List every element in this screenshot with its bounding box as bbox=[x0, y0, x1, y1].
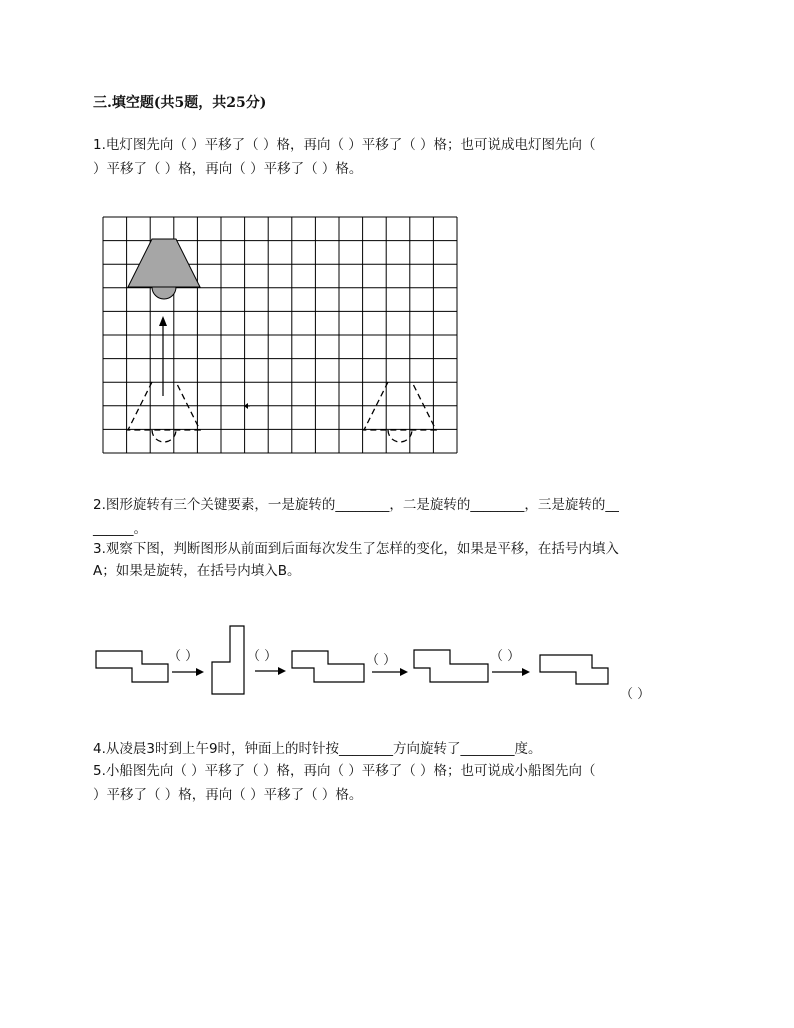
dashed-lamp-left bbox=[128, 382, 200, 442]
shape-3 bbox=[292, 651, 364, 682]
lamp-grid-figure bbox=[102, 216, 462, 458]
question-3-line-1: 3.观察下图，判断图形从前面到后面每次发生了怎样的变化，如果是平移，在括号内填入 bbox=[93, 541, 619, 557]
shape-4 bbox=[414, 650, 488, 682]
lamp-shade bbox=[128, 239, 200, 287]
shape-5 bbox=[540, 655, 608, 684]
blank-3[interactable]: （ ） bbox=[366, 653, 397, 668]
question-3-line-2: A；如果是旋转，在括号内填入B。 bbox=[93, 563, 301, 579]
arrow-2-head bbox=[278, 667, 286, 675]
question-1-line-2: ）平移了（ ）格，再向（ ）平移了（ ）格。 bbox=[93, 161, 363, 177]
blank-2[interactable]: （ ） bbox=[247, 649, 278, 664]
shape-1 bbox=[96, 651, 168, 682]
section-title: 三.填空题(共5题，共25分) bbox=[93, 95, 267, 111]
arrow-1-head bbox=[196, 668, 204, 676]
question-2-line-2: ______。 bbox=[93, 521, 147, 537]
dashed-lamp-right bbox=[364, 382, 436, 442]
blank-5[interactable]: （ ） bbox=[620, 687, 651, 702]
up-arrow-head bbox=[159, 316, 167, 326]
question-4-line-1: 4.从凌晨3时到上午9时，钟面上的时针按________方向旋转了________度。 bbox=[93, 741, 542, 757]
shape-2 bbox=[212, 626, 244, 694]
arrow-3-head bbox=[400, 668, 408, 676]
blank-1[interactable]: （ ） bbox=[168, 649, 199, 664]
question-1-line-1: 1.电灯图先向（ ）平移了（ ）格，再向（ ）平移了（ ）格；也可说成电灯图先向（ bbox=[93, 137, 596, 153]
question-2-line-1: 2.图形旋转有三个关键要素，一是旋转的________，二是旋转的________，三是旋转的__ bbox=[93, 497, 619, 513]
question-5-line-1: 5.小船图先向（ ）平移了（ ）格，再向（ ）平移了（ ）格；也可说成小船图先向（ bbox=[93, 763, 596, 779]
question-5-line-2: ）平移了（ ）格，再向（ ）平移了（ ）格。 bbox=[93, 787, 363, 803]
lamp-bulb bbox=[152, 287, 176, 299]
arrow-4-head bbox=[522, 668, 530, 676]
blank-4[interactable]: （ ） bbox=[490, 649, 521, 664]
